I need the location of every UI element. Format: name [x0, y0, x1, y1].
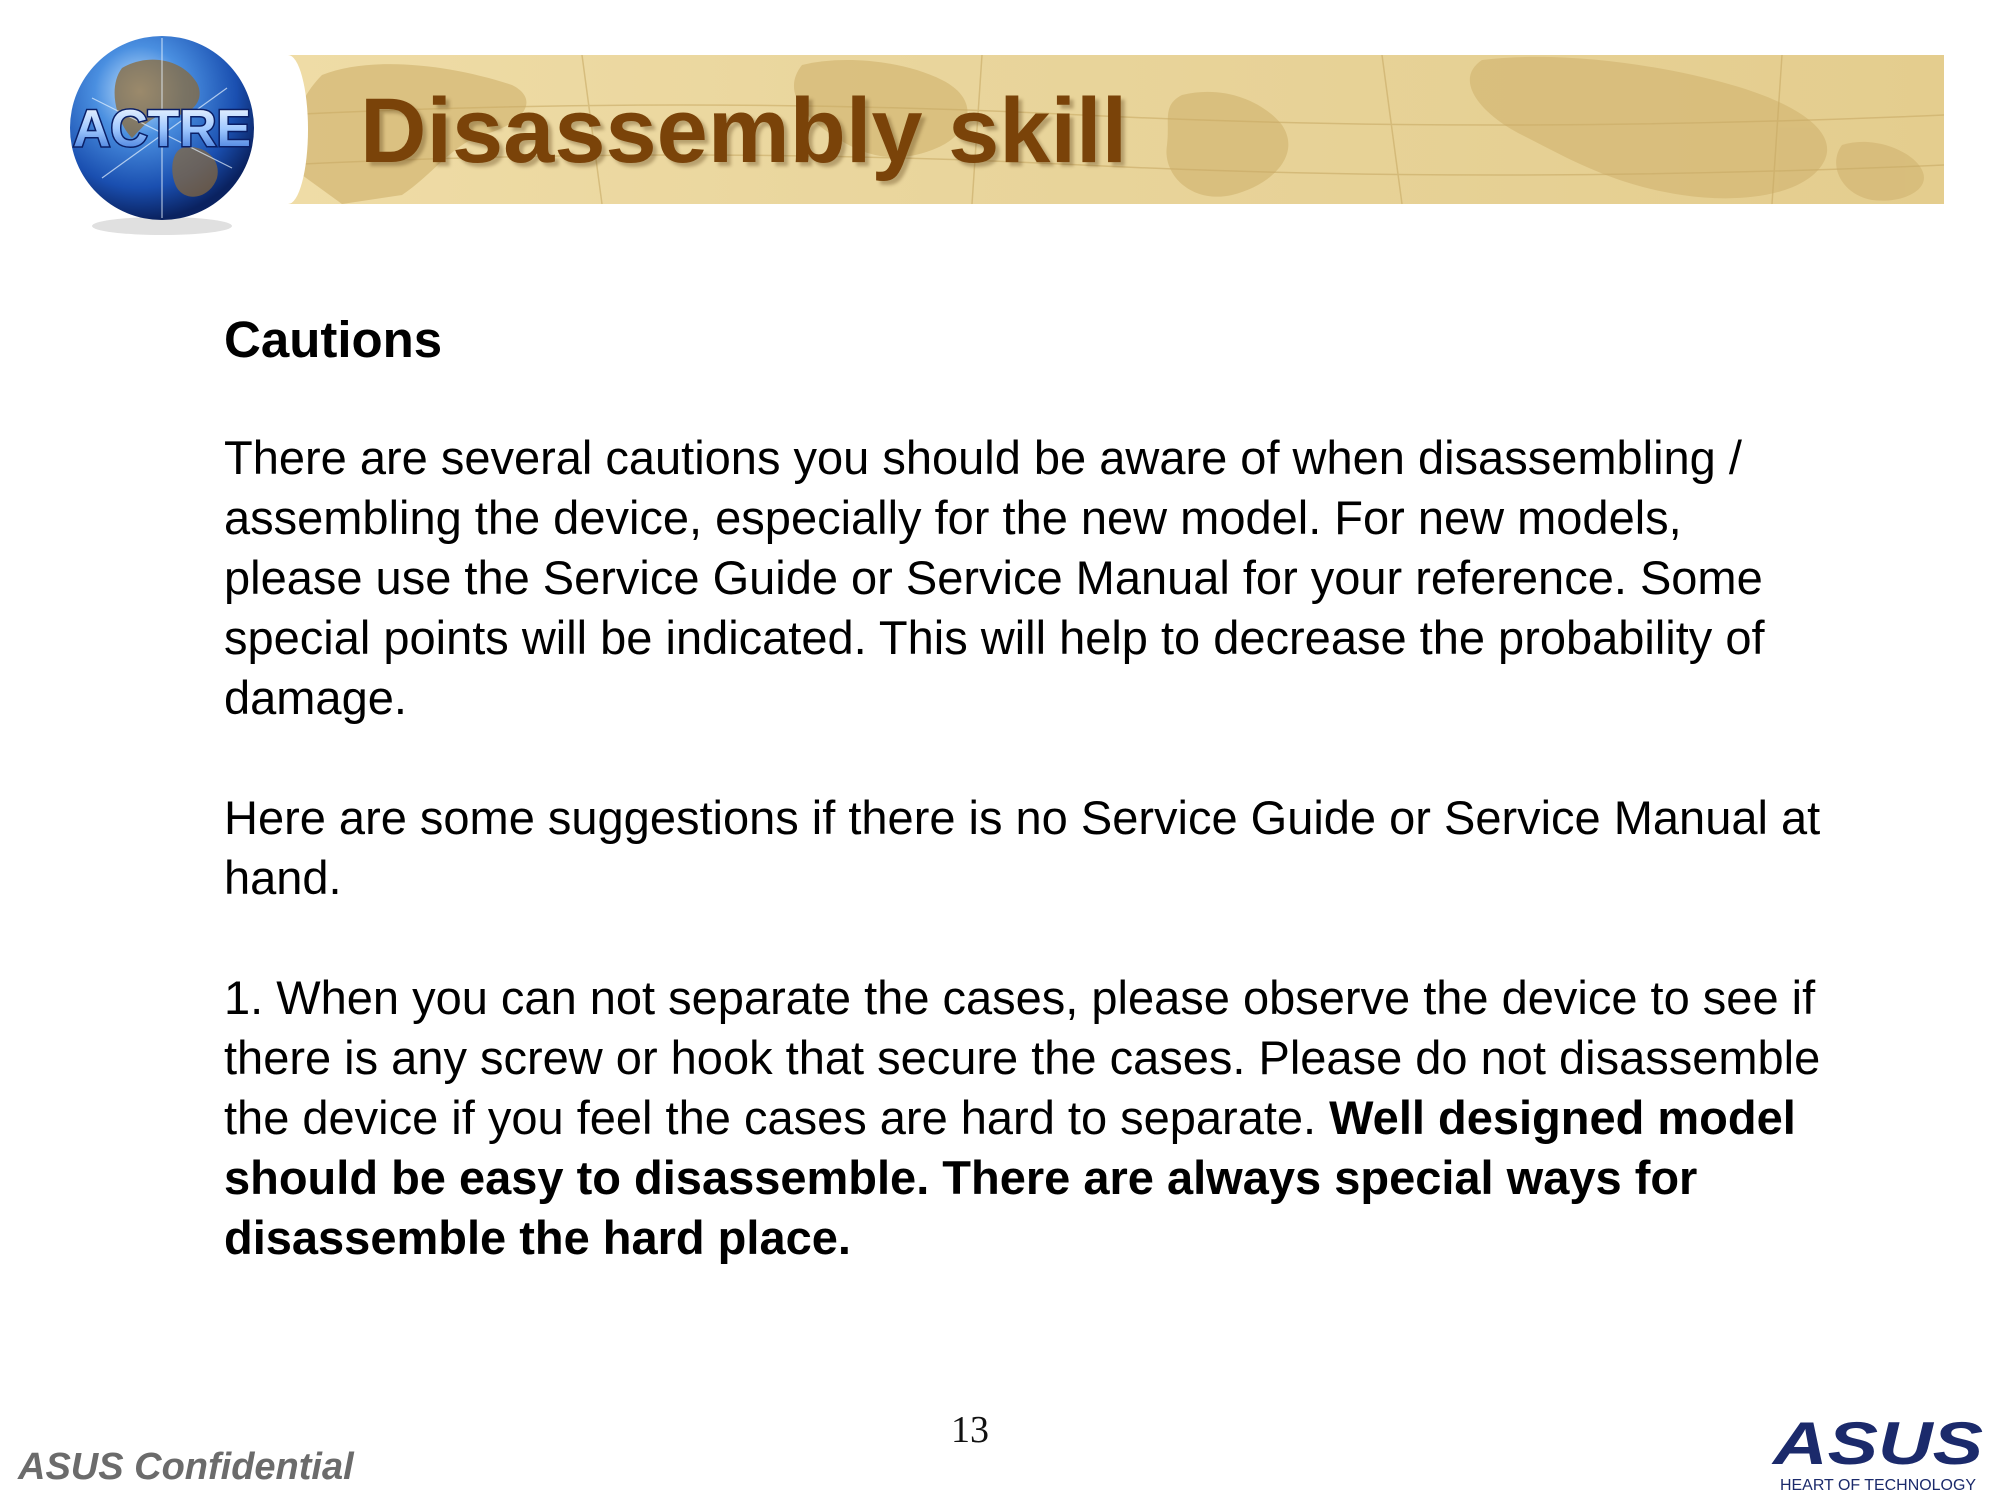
slide-body [224, 308, 1824, 1328]
intro-paragraph: There are several cautions you should be aware of when disassembling / assembling the device, especially for the new model. For new models, please use the Service Guide or Service Manual for your reference. Some special points will be indicated. This will help to decrease the probability of damage. [224, 431, 1765, 724]
asus-tagline: HEART OF TECHNOLOGY [1780, 1477, 1977, 1494]
asus-logo [1768, 1414, 1990, 1494]
asus-logo-text: ASUS [1770, 1414, 1983, 1477]
page-number: 13 [951, 1409, 989, 1451]
actre-globe-logo [62, 28, 262, 238]
suggestion-item-1-text: 1. When you can not separate the cases, please observe the device to see if there is any screw or hook that secure the cases. Please do not disassemble the device if you feel the cases are hard to separate. [224, 971, 1821, 1144]
page-title: Disassembly skill [360, 80, 1128, 182]
suggestion-item-1 [224, 968, 1824, 1268]
suggestions-paragraph: Here are some suggestions if there is no Service Guide or Service Manual at hand. [224, 791, 1821, 904]
confidential-label: ASUS Confidential [18, 1446, 354, 1488]
logo-text: ACTRE [73, 100, 251, 158]
suggestion-item-1-emphasis: Well designed model should be easy to disassemble. There are always special ways for disassemble the hard place. [224, 1091, 1796, 1264]
section-heading: Cautions [224, 311, 443, 368]
banner-notch [268, 55, 308, 204]
